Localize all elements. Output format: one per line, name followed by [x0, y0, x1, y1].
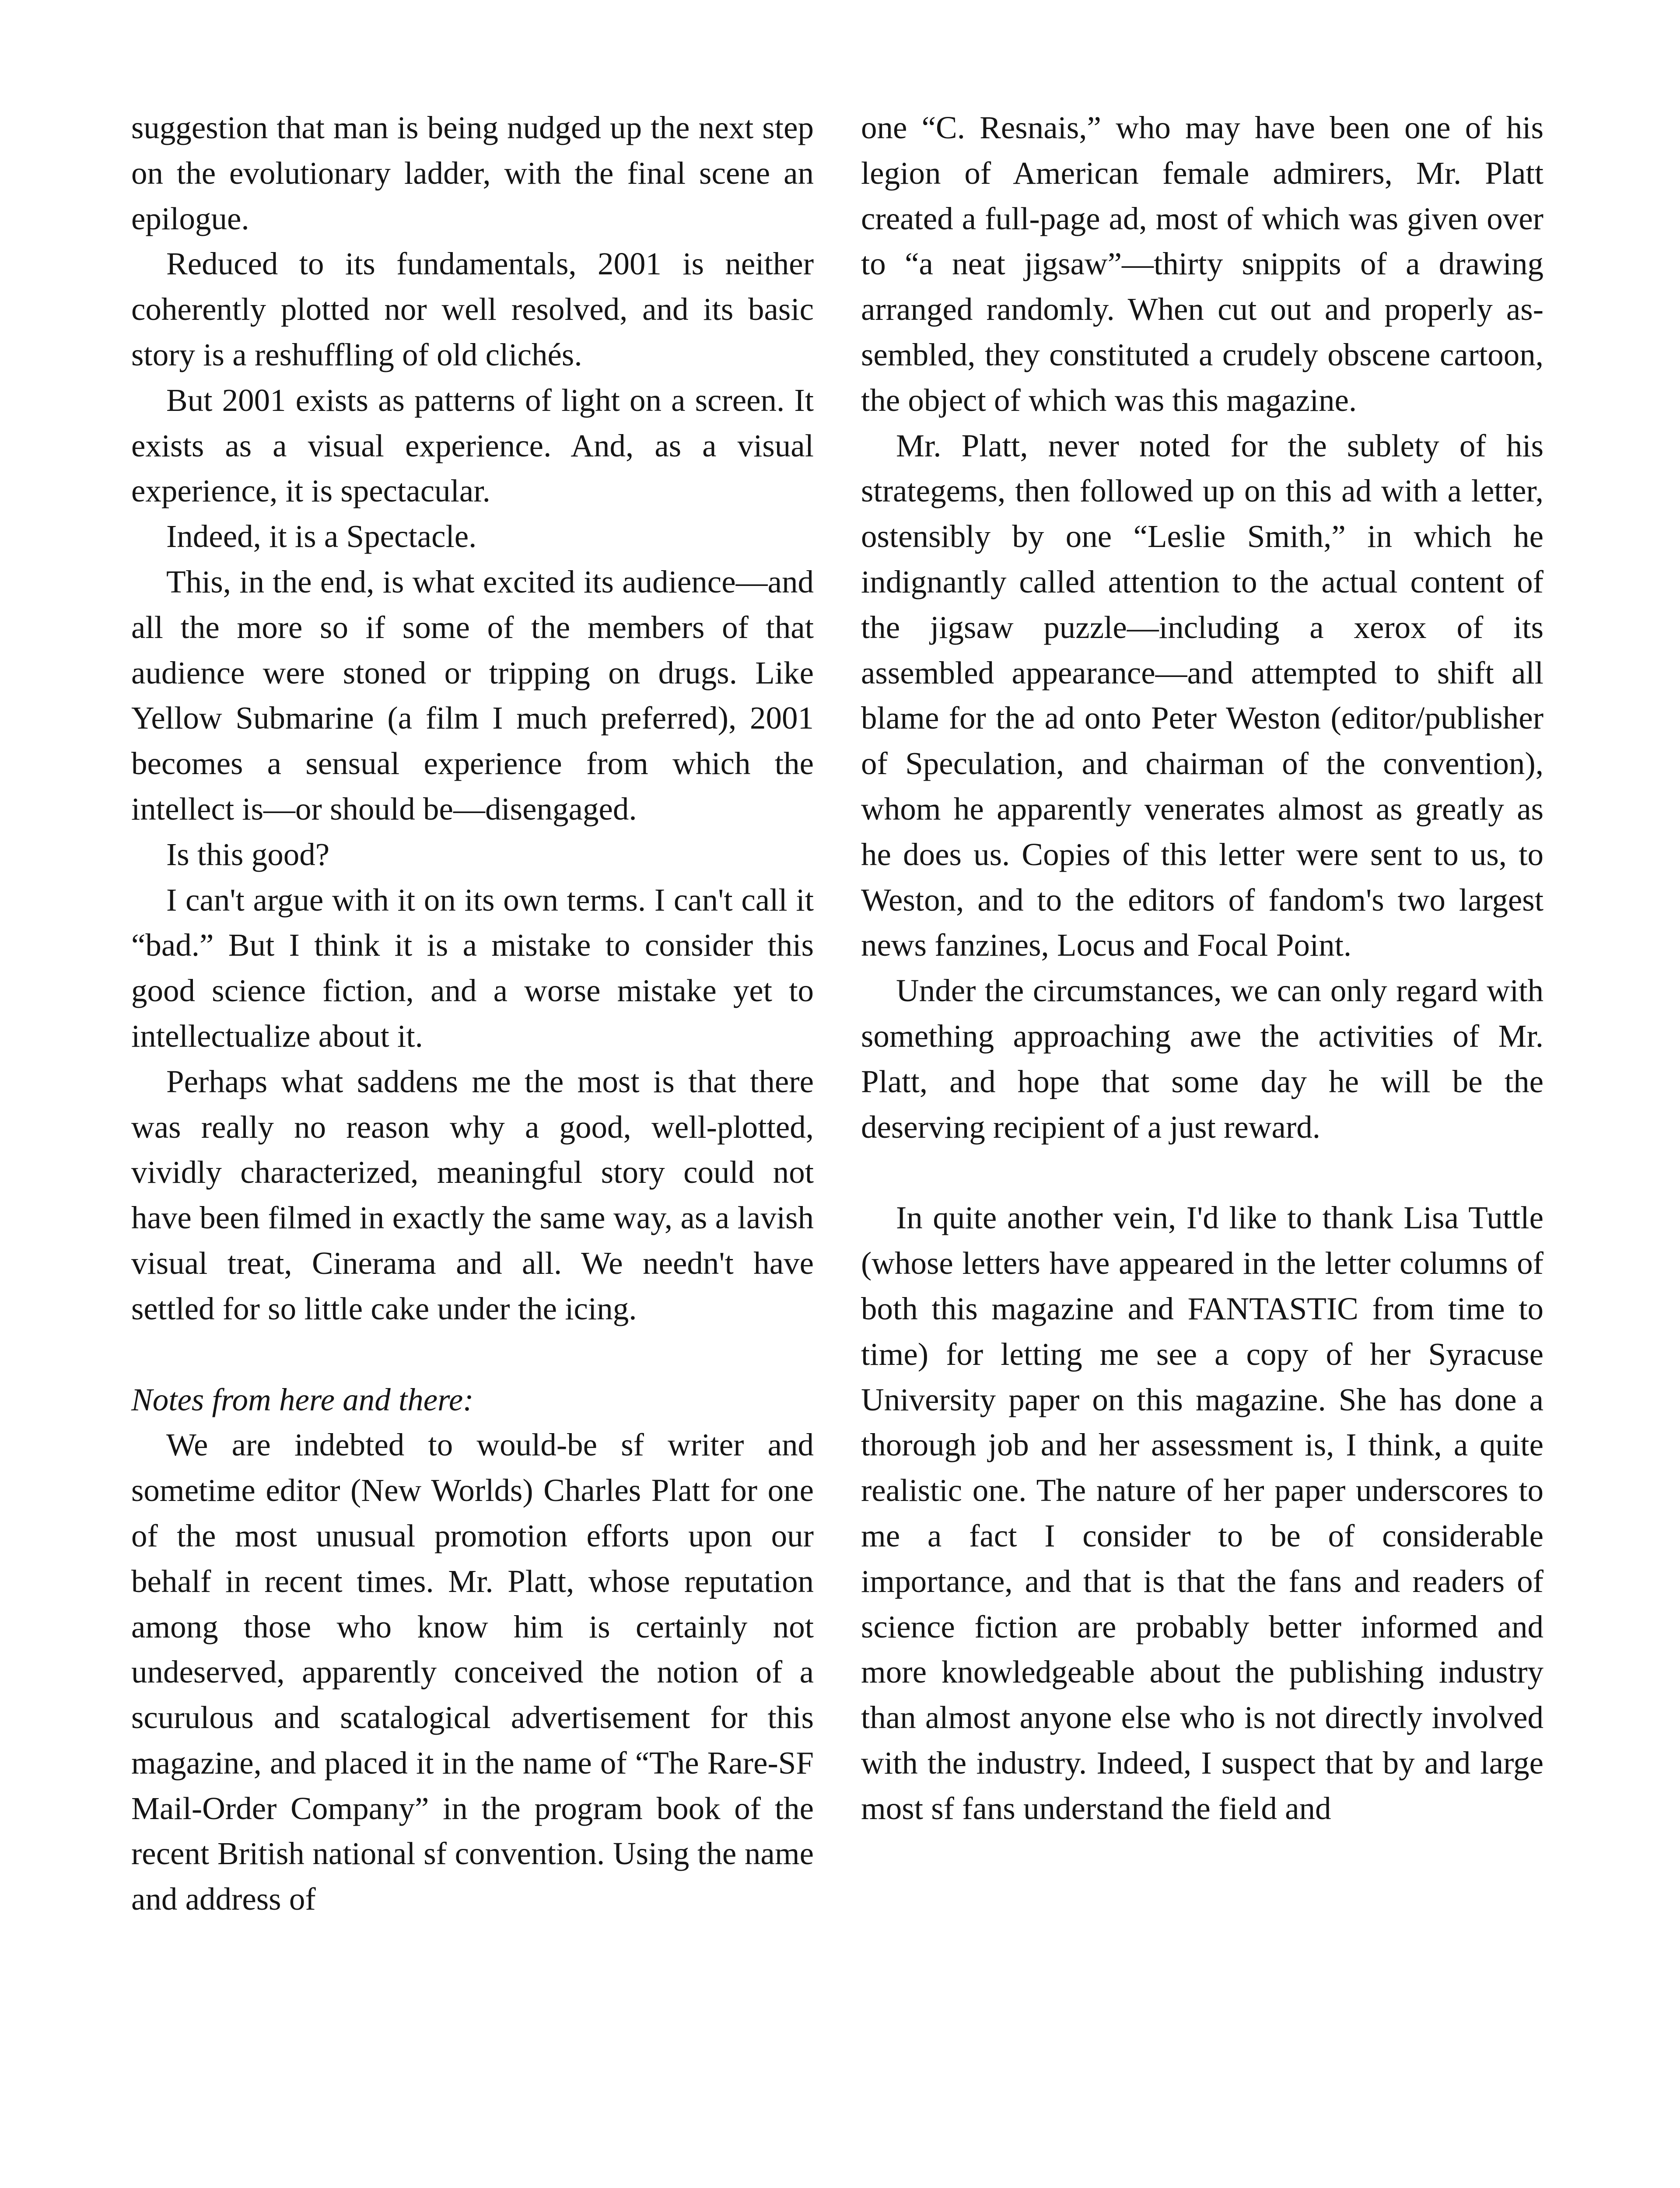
- paragraph: I can't argue with it on its own terms. I can't call it “bad.” But I think it is a mistake to consider this good science fiction, and a worse mistake yet to intellectualize about it.: [131, 882, 814, 1054]
- right-text-column: [861, 105, 1544, 1831]
- paragraph: Perhaps what saddens me the most is that there was really no reason why a good, well-plotted, vividly characterized, meaningful story could not have been filmed in exactly the same way, as a lavish visual treat, Cinerama and all. We needn't have settled for so little cake under the icing.: [131, 1063, 814, 1326]
- paragraph: In quite another vein, I'd like to thank Lisa Tuttle (whose letters have appeared in the letter columns of both this magazine and FANTASTIC from time to time) for letting me see a copy of her Syracuse University paper on this magazine. She has done a thorough job and her assessment is, I think, a quite realistic one. The nature of her paper underscores to me a fact I consider to be of considerable importance, and that is that the fans and readers of science fiction are probably better informed and more knowledgeable about the publishing industry than almost anyone else who is not directly involved with the industry. Indeed, I suspect that by and large most sf fans understand the field and: [861, 1200, 1544, 1826]
- paragraph: But 2001 exists as patterns of light on a screen. It exists as a visual experience. And, as a visual experience, it is spectacular.: [131, 382, 814, 509]
- paragraph: Under the circumstances, we can only regard with something approaching awe the activities of Mr. Platt, and hope that some day he will be the deserving recipient of a just reward.: [861, 973, 1544, 1145]
- section-heading: Notes from here and there:: [131, 1382, 474, 1417]
- paragraph: Mr. Platt, never noted for the sublety of his strategems, then followed up on this ad with a letter, ostensibly by one “Leslie Smith,” in which he indignantly called attention to the actual content of the jigsaw puzzle—including a xerox of its assembled appearance—and attempted to shift all blame for the ad onto Peter Weston (editor/publisher of Speculation, and chairman of the convention), whom he apparently venerates almost as greatly as he does us. Copies of this letter were sent to us, to Weston, and to the editors of fandom's two largest news fanzines, Locus and Focal Point.: [861, 428, 1544, 963]
- paragraph: We are indebted to would-be sf writer and sometime editor (New Worlds) Charles Platt for one of the most unusual promotion efforts upon our behalf in recent times. Mr. Platt, whose reputation among those who know him is certainly not undeserved, apparently conceived the notion of a scurulous and scatalogical advertisement for this magazine, and placed it in the name of “The Rare-SF Mail-Order Company” in the program book of the recent British national sf convention. Using the name and address of: [131, 1427, 814, 1917]
- paragraph: suggestion that man is being nudged up the next step on the evolutionary ladder, with the final scene an epilogue.: [131, 110, 814, 236]
- paragraph: This, in the end, is what excited its audience—and all the more so if some of the members of that audience were stoned or tripping on drugs. Like Yellow Submarine (a film I much preferred), 2001 becomes a sensual experience from which the intellect is—or should be—disengaged.: [131, 564, 814, 827]
- left-text-column: [131, 105, 814, 1922]
- paragraph: Reduced to its fundamentals, 2001 is neither coherently plotted nor well resolved, and its basic story is a reshuffling of old clichés.: [131, 246, 814, 372]
- paragraph: one “C. Resnais,” who may have been one of his legion of American female admirers, Mr. Platt created a full-page ad, most of which was given over to “a neat jigsaw”—thirty snippits of a drawing arranged randomly. When cut out and properly assembled, they constituted a crudely obscene cartoon, the object of which was this magazine.: [861, 110, 1544, 418]
- paragraph: Indeed, it is a Spectacle.: [166, 519, 477, 554]
- paragraph: Is this good?: [166, 836, 330, 872]
